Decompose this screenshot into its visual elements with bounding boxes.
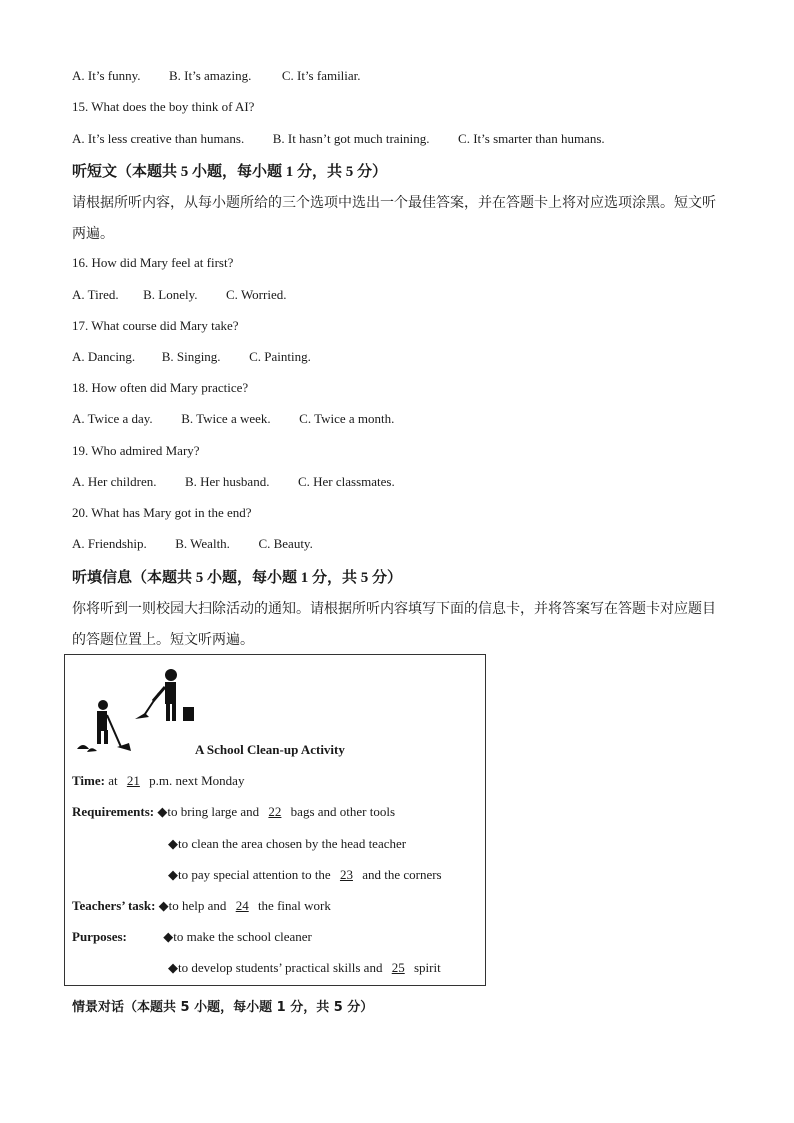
q19-option-b: B. Her husband.: [184, 474, 270, 489]
requirements-label: Requirements:: [72, 804, 155, 819]
teachers-task-row: [72, 898, 331, 914]
q17-option-c: C. Painting.: [249, 349, 311, 364]
time-row: [72, 773, 244, 789]
blank-21: 21: [126, 773, 140, 788]
q15-option-c: C. It’s smarter than humans.: [458, 131, 605, 146]
teach-post: the final work: [257, 898, 331, 913]
time-label: Time:: [72, 773, 105, 788]
q16-option-a: A. Tired.: [72, 287, 119, 302]
section-short-instruction-2: 两遍。: [72, 226, 114, 242]
time-post: p.m. next Monday: [149, 773, 245, 788]
q14-option-c: C. It’s familiar.: [281, 68, 361, 83]
requirements-row-2: ◆to clean the area chosen by the head teacher: [168, 836, 407, 851]
q19-question: 19. Who admired Mary?: [72, 443, 200, 458]
section-dialogue-title: 情景对话（本题共 5 小题，每小题 1 分，共 5 分）: [72, 1000, 374, 1015]
section-short-title: 听短文（本题共 5 小题，每小题 1 分，共 5 分）: [72, 164, 388, 180]
q18-option-a: A. Twice a day.: [72, 411, 153, 426]
q14-option-b: B. It’s amazing.: [169, 68, 252, 83]
q17-options: [72, 349, 311, 365]
q16-question: 16. How did Mary feel at first?: [72, 255, 234, 270]
requirements-row-3: [168, 867, 442, 883]
req1-pre: ◆to bring large and: [157, 804, 260, 819]
q15-option-b: B. It hasn’t got much training.: [272, 131, 430, 146]
purposes-row-1: [72, 929, 312, 945]
q17-option-b: B. Singing.: [161, 349, 221, 364]
purp2-post: spirit: [413, 960, 441, 975]
q14-options: [72, 68, 361, 84]
q17-question: 17. What course did Mary take?: [72, 318, 239, 333]
q16-option-c: C. Worried.: [226, 287, 287, 302]
q19-options: [72, 474, 395, 490]
blank-25: 25: [391, 960, 405, 975]
req1-post: bags and other tools: [290, 804, 396, 819]
q18-option-b: B. Twice a week.: [181, 411, 271, 426]
blank-23: 23: [339, 867, 353, 882]
requirements-row-1: [72, 804, 395, 820]
q18-option-c: C. Twice a month.: [299, 411, 395, 426]
section-fill-instruction-2: 的答题位置上。短文听两遍。: [72, 632, 254, 648]
teachers-task-label: Teachers’ task:: [72, 898, 156, 913]
section-short-instruction-1: 请根据所听内容，从每小题所给的三个选项中选出一个最佳答案，并在答题卡上将对应选项涂黑。短文听: [72, 195, 716, 211]
purposes-row-2: [168, 960, 441, 976]
purp1: ◆to make the school cleaner: [163, 929, 312, 944]
q18-options: [72, 411, 394, 427]
q19-option-a: A. Her children.: [72, 474, 157, 489]
q15-option-a: A. It’s less creative than humans.: [72, 131, 245, 146]
q20-option-a: A. Friendship.: [72, 536, 147, 551]
info-card: [64, 654, 486, 986]
q20-question: 20. What has Mary got in the end?: [72, 505, 252, 520]
section-fill-instruction-1: 你将听到一则校园大扫除活动的通知。请根据所听内容填写下面的信息卡，并将答案写在答题卡对应题目: [72, 601, 716, 617]
purp2-pre: ◆to develop students’ practical skills and: [168, 960, 383, 975]
q20-options: [72, 536, 313, 552]
req3-post: and the corners: [362, 867, 442, 882]
q14-option-a: A. It’s funny.: [72, 68, 141, 83]
q16-options: [72, 287, 286, 303]
q20-option-c: C. Beauty.: [258, 536, 313, 551]
q18-question: 18. How often did Mary practice?: [72, 380, 249, 395]
cleaning-people-illustration: [73, 667, 203, 757]
blank-22: 22: [268, 804, 282, 819]
q15-question: 15. What does the boy think of AI?: [72, 99, 255, 114]
req3-pre: ◆to pay special attention to the: [168, 867, 331, 882]
section-fill-title: 听填信息（本题共 5 小题，每小题 1 分，共 5 分）: [72, 570, 403, 586]
blank-24: 24: [235, 898, 249, 913]
teach-pre: ◆to help and: [158, 898, 227, 913]
q20-option-b: B. Wealth.: [175, 536, 230, 551]
q17-option-a: A. Dancing.: [72, 349, 136, 364]
q19-option-c: C. Her classmates.: [297, 474, 395, 489]
time-pre: at: [108, 773, 118, 788]
q15-options: [72, 131, 605, 147]
card-title: A School Clean-up Activity: [195, 742, 345, 757]
q16-option-b: B. Lonely.: [143, 287, 198, 302]
purposes-label: Purposes:: [72, 929, 127, 944]
